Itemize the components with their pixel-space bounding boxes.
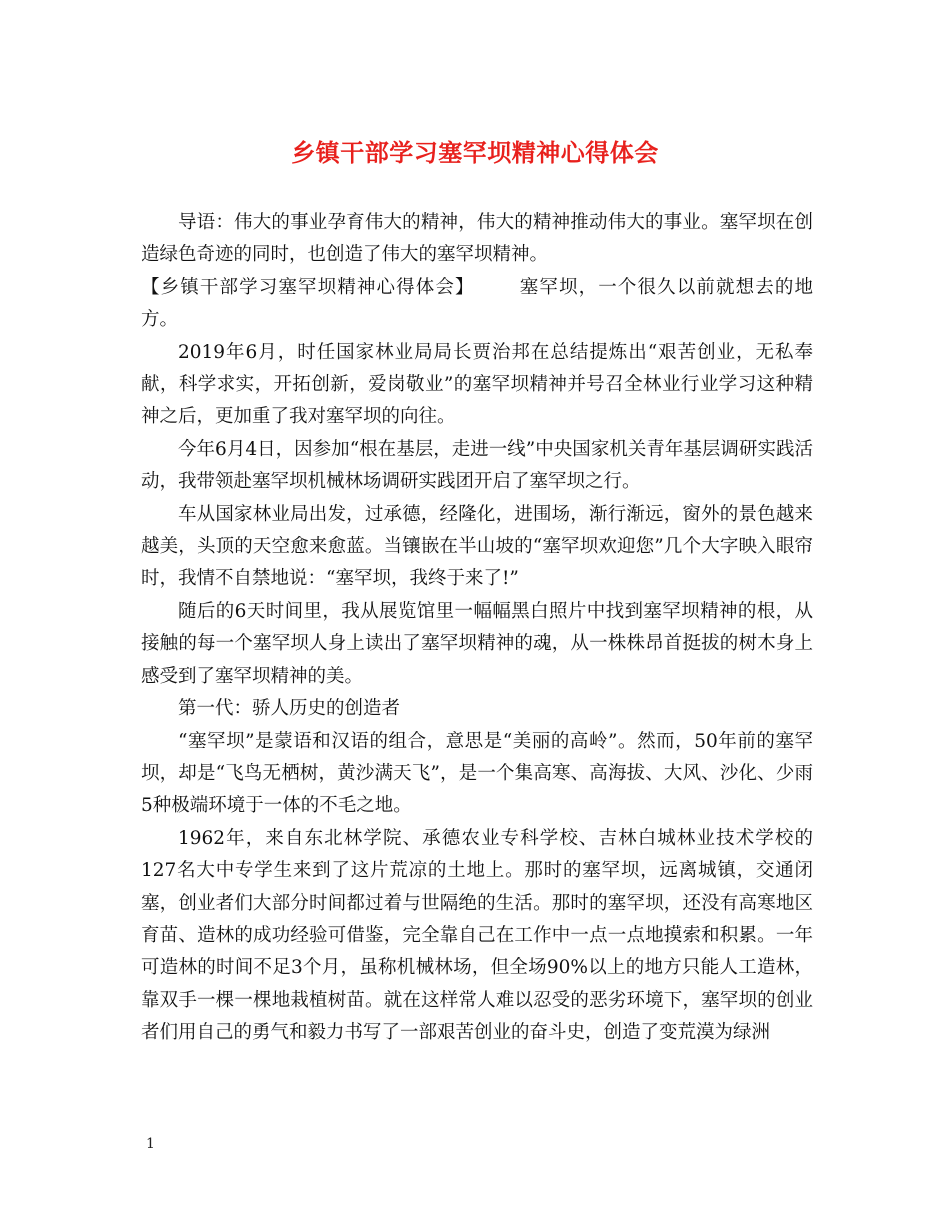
- section-heading: 第一代：骄人历史的创造者: [178, 698, 401, 720]
- bracket-heading-label: 【乡镇干部学习塞罕坝精神心得体会】: [141, 276, 475, 298]
- bracket-heading-text: 塞罕坝，一个很久以前就想去的地方。: [141, 276, 813, 331]
- bracket-heading-line: [141, 272, 813, 337]
- document-body: [141, 207, 813, 1050]
- page-number: 1: [146, 1136, 155, 1152]
- body-paragraph: 1962年，来自东北林学院、承德农业专科学校、吉林白城林业技术学校的127名大中专学生来到了这片荒凉的土地上。那时的塞罕坝，远离城镇，交通闭塞，创业者们大部分时间都过着与世隔绝的生活。那时的塞罕坝，还没有高寒地区育苗、造林的成功经验可借鉴，完全靠自己在工作中一点一点地摸索和积累。一年可造林的时间不足3个月，虽称机械林场，但全场90%以上的地方只能人工造林，靠双手一棵一棵地栽植树苗。就在这样常人难以忍受的恶劣环境下，塞罕坝的创业者们用自己的勇气和毅力书写了一部艰苦创业的奋斗史，创造了变荒漠为绿洲: [141, 827, 813, 1044]
- body-paragraph: 2019年6月，时任国家林业局局长贾治邦在总结提炼出“艰苦创业，无私奉献，科学求实，开拓创新，爱岗敬业”的塞罕坝精神并号召全林业行业学习这种精神之后，更加重了我对塞罕坝的向往。: [141, 341, 813, 428]
- intro-paragraph: 导语：伟大的事业孕育伟大的精神，伟大的精神推动伟大的事业。塞罕坝在创造绿色奇迹的同时，也创造了伟大的塞罕坝精神。: [141, 212, 813, 266]
- document-title: 乡镇干部学习塞罕坝精神心得体会: [291, 138, 659, 167]
- body-paragraph: 今年6月4日，因参加“根在基层，走进一线”中央国家机关青年基层调研实践活动，我带领赴塞罕坝机械林场调研实践团开启了塞罕坝之行。: [141, 438, 813, 493]
- body-paragraph: 随后的6天时间里，我从展览馆里一幅幅黑白照片中找到塞罕坝精神的根，从接触的每一个塞罕坝人身上读出了塞罕坝精神的魂，从一株株昂首挺拔的树木身上感受到了塞罕坝精神的美。: [141, 600, 813, 687]
- body-paragraph: “塞罕坝”是蒙语和汉语的组合，意思是“美丽的高岭”。然而，50年前的塞罕坝，却是“飞鸟无栖树，黄沙满天飞”，是一个集高寒、高海拔、大风、沙化、少雨5种极端环境于一体的不毛之地。: [141, 730, 813, 817]
- body-paragraph: 车从国家林业局出发，过承德，经隆化，进围场，渐行渐远，窗外的景色越来越美，头顶的天空愈来愈蓝。当镶嵌在半山坡的“塞罕坝欢迎您”几个大字映入眼帘时，我情不自禁地说：“塞罕坝，我终于来了!”: [141, 503, 813, 590]
